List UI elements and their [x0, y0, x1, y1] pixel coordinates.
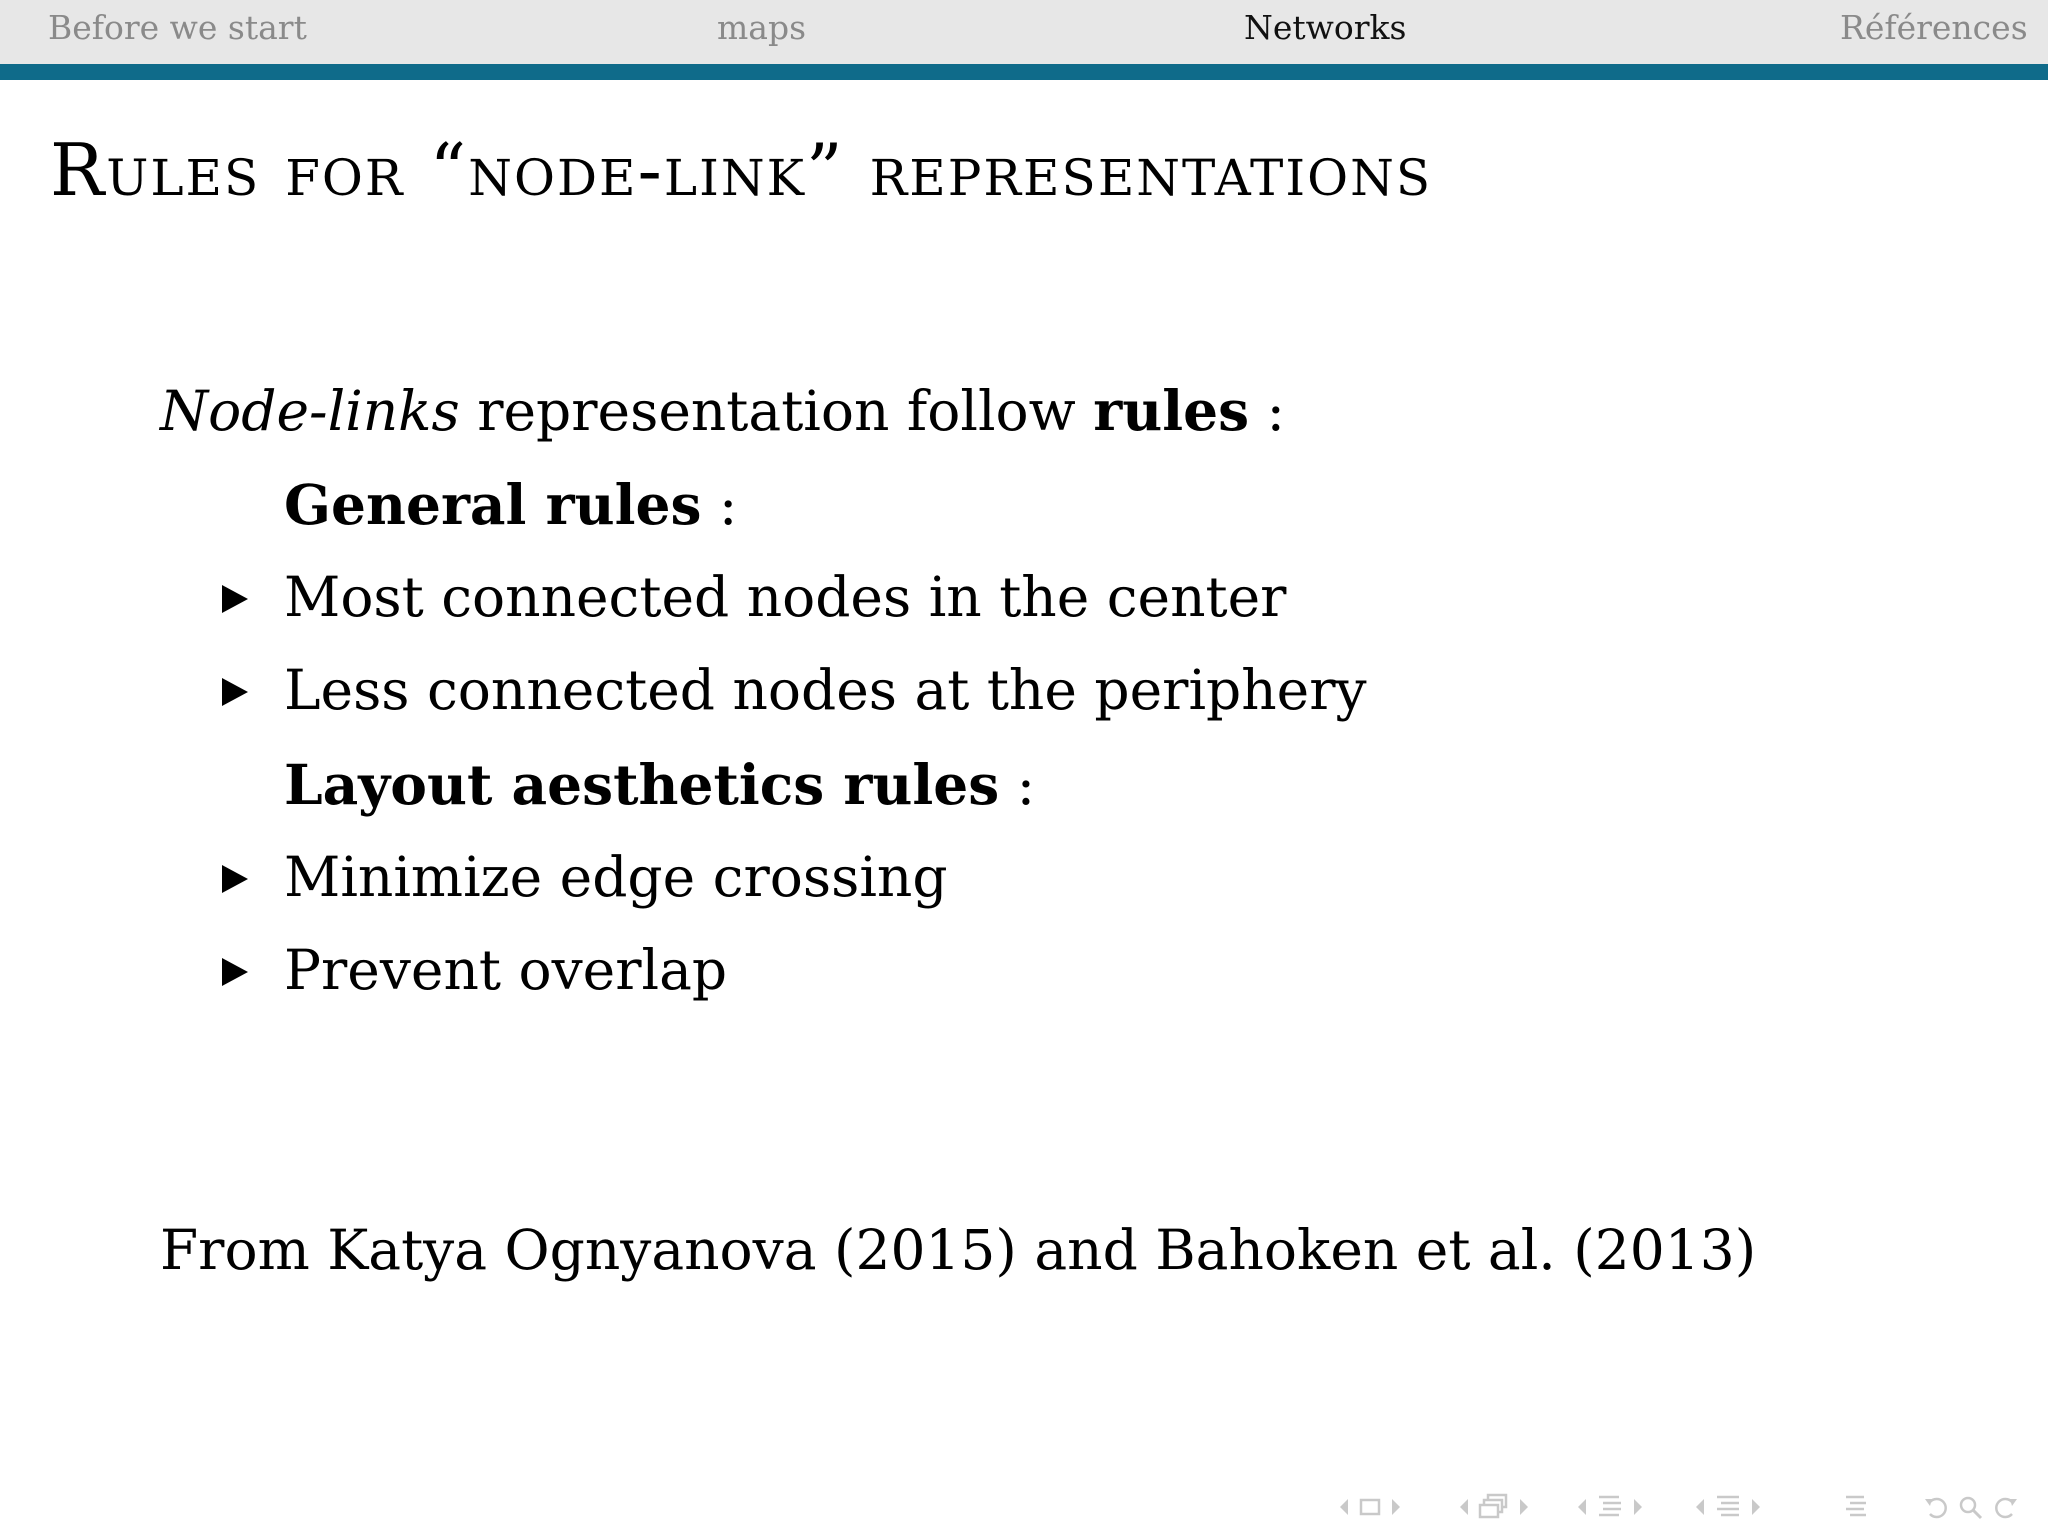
bullet-triangle-icon — [222, 865, 248, 893]
group-heading-layout-text: Layout aesthetics rules — [284, 752, 1000, 817]
bullet-triangle-icon — [222, 585, 248, 613]
nav-section-networks[interactable]: Networks — [1244, 8, 1407, 47]
list-item: Most connected nodes in the center — [284, 565, 1287, 629]
search-icon[interactable] — [1956, 1490, 1986, 1524]
source-citation: From Katya Ognyanova (2015) and Bahoken et al. (2013) — [160, 1218, 1757, 1282]
toc-icon[interactable] — [1842, 1490, 1870, 1524]
doc-next-icon[interactable] — [1748, 1490, 1764, 1524]
top-navigation-bar — [0, 0, 2048, 64]
intro-line — [160, 378, 1285, 443]
group-heading-general-colon: : — [701, 473, 738, 537]
list-item: Prevent overlap — [284, 938, 728, 1002]
nav-section-references[interactable]: Références — [1840, 8, 2028, 47]
frame-prev-icon[interactable] — [1336, 1490, 1352, 1524]
group-heading-layout — [284, 752, 1035, 817]
group-heading-general — [284, 472, 737, 537]
intro-tail: : — [1249, 379, 1286, 443]
section-next-icon[interactable] — [1630, 1490, 1646, 1524]
subsection-icon[interactable] — [1478, 1490, 1510, 1524]
nav-section-maps[interactable]: maps — [717, 8, 807, 47]
intro-middle: representation follow — [459, 379, 1094, 443]
section-prev-icon[interactable] — [1574, 1490, 1590, 1524]
navigation-symbols — [1330, 1490, 2030, 1524]
doc-prev-icon[interactable] — [1692, 1490, 1708, 1524]
bullet-triangle-icon — [222, 958, 248, 986]
frame-title: Rules for “node-link” representations — [50, 128, 1433, 212]
section-icon[interactable] — [1596, 1490, 1624, 1524]
doc-icon[interactable] — [1714, 1490, 1742, 1524]
frame-icon[interactable] — [1358, 1490, 1382, 1524]
subsection-next-icon[interactable] — [1516, 1490, 1532, 1524]
header-accent-rule — [0, 64, 2048, 80]
frame-next-icon[interactable] — [1388, 1490, 1404, 1524]
subsection-prev-icon[interactable] — [1456, 1490, 1472, 1524]
forward-icon[interactable] — [1990, 1490, 2020, 1524]
group-heading-layout-colon: : — [999, 753, 1036, 817]
intro-italic: Node-links — [160, 379, 460, 443]
list-item: Less connected nodes at the periphery — [284, 658, 1367, 722]
nav-section-before-we-start[interactable]: Before we start — [48, 8, 307, 47]
bullet-triangle-icon — [222, 678, 248, 706]
intro-bold: rules — [1093, 378, 1250, 443]
back-icon[interactable] — [1922, 1490, 1952, 1524]
group-heading-general-text: General rules — [284, 472, 702, 537]
list-item: Minimize edge crossing — [284, 845, 948, 909]
